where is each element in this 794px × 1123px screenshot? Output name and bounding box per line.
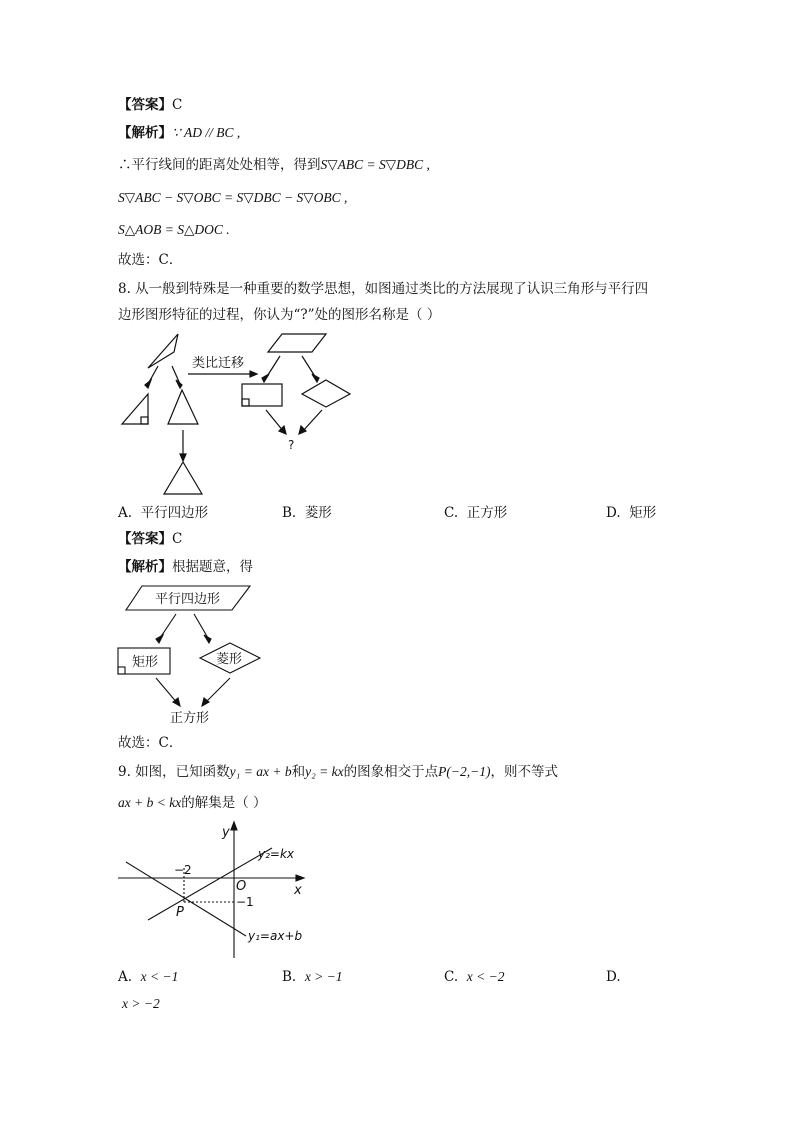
line-y1-label: y₁=ax+b (248, 929, 303, 943)
q9-stem-line2-text: 的解集是（ ） (181, 795, 267, 811)
bottom-triangle (164, 462, 202, 494)
line-y2-kx (148, 848, 272, 920)
analysis-tag: 【解析】 (118, 125, 172, 141)
q9-function-graph (112, 818, 312, 964)
answer-value: C (172, 97, 183, 113)
option-letter: A. (118, 505, 133, 521)
equilateral-triangle (168, 390, 198, 424)
q8-analogy-figure (112, 328, 362, 498)
analysis-tag: 【解析】 (118, 559, 172, 575)
option-letter: A. (118, 969, 133, 985)
rhombus-shape (302, 380, 350, 407)
q9-option-c (444, 968, 504, 986)
option-letter: D. (606, 505, 621, 521)
q7-line4 (118, 221, 230, 239)
q7-analysis-line (118, 124, 240, 142)
option-letter: C. (444, 969, 459, 985)
q7-line2 (118, 156, 430, 174)
answer-value: C (172, 531, 183, 547)
flow-bottom-label: 正方形 (170, 711, 210, 726)
option-text: x < −1 (140, 969, 179, 984)
q8-option-c (444, 504, 507, 522)
q9-inequality: ax + b < kx (118, 795, 182, 810)
option-text: 菱形 (304, 505, 332, 521)
y-axis-label: y (222, 825, 230, 840)
obtuse-triangle (148, 334, 178, 368)
q9-stem-prefix: 9. 如图，已知函数 (118, 764, 230, 780)
option-text: x < −2 (466, 969, 505, 984)
option-text: 正方形 (466, 505, 508, 521)
q8-stem-line2: 边形图形特征的过程，你认为“?”处的图形名称是（ ） (118, 307, 441, 323)
q8-option-b (282, 504, 332, 522)
q9-option-d-letter (606, 968, 621, 986)
q8-conclusion: 故选：C． (118, 735, 183, 751)
q9-stem-suffix: ，则不等式 (490, 764, 558, 780)
option-letter: B. (282, 969, 297, 985)
option-letter: D. (606, 969, 621, 985)
q7-answer-line (118, 96, 182, 114)
flow-left-label: 矩形 (132, 655, 159, 670)
q8-answer-line (118, 530, 182, 548)
q9-function-1: y₁ = ax + b (229, 764, 292, 779)
q9-function-2: y₂ = kx (305, 764, 344, 779)
origin-label: O (236, 879, 247, 894)
option-text: x > −2 (122, 996, 160, 1011)
q7-line4-math: S△AOB = S△DOC . (118, 222, 230, 237)
q8-stem-line1: 8. 从一般到特殊是一种重要的数学思想，如图通过类比的方法展现了认识三角形与平行四 (118, 281, 649, 297)
q7-line2-math: S▽ABC = S▽DBC , (320, 157, 430, 172)
q9-option-b (282, 968, 343, 986)
parallelogram-shape (268, 334, 326, 352)
q7-conclusion: 故选：C． (118, 252, 183, 268)
given-condition: ∵ AD // BC , (172, 125, 241, 140)
answer-tag: 【答案】 (118, 531, 172, 547)
q7-line3 (118, 189, 347, 207)
q7-line2-text: ∴平行线间的距离处处相等，得到 (118, 157, 321, 173)
rectangle-shape (242, 384, 282, 406)
analysis-text: 根据题意，得 (172, 559, 253, 575)
flow-top-label: 平行四边形 (155, 592, 221, 607)
q8-analysis-line (118, 558, 253, 576)
q8-analysis-flowchart (112, 582, 272, 730)
option-letter: B. (282, 505, 297, 521)
right-triangle (122, 394, 148, 424)
q9-point: P(−2,−1) (438, 764, 491, 779)
q9-stem-mid: 的图象相交于点 (343, 764, 439, 780)
q8-option-d (606, 504, 656, 522)
x-tick-label: −2 (174, 863, 192, 877)
q9-option-a (118, 968, 178, 986)
q9-and: 和 (291, 764, 306, 780)
option-text: 矩形 (629, 505, 657, 521)
q9-option-d-text (122, 995, 160, 1013)
line-y2-label: y₂=kx (258, 847, 295, 861)
flow-right-label: 菱形 (216, 652, 243, 667)
question-mark: ? (288, 438, 295, 452)
option-text: 平行四边形 (140, 505, 209, 521)
q8-option-a (118, 504, 208, 522)
y-tick-label: −1 (236, 895, 254, 909)
option-text: x > −1 (304, 969, 343, 984)
q9-stem-line2 (118, 794, 267, 812)
point-p-label: P (176, 905, 184, 920)
q9-stem-line1 (118, 763, 558, 781)
analogy-arrow-label: 类比迁移 (192, 356, 245, 371)
option-letter: C. (444, 505, 459, 521)
q7-line3-math: S▽ABC − S▽OBC = S▽DBC − S▽OBC , (118, 190, 348, 205)
answer-tag: 【答案】 (118, 97, 172, 113)
x-axis-label: x (294, 883, 302, 898)
